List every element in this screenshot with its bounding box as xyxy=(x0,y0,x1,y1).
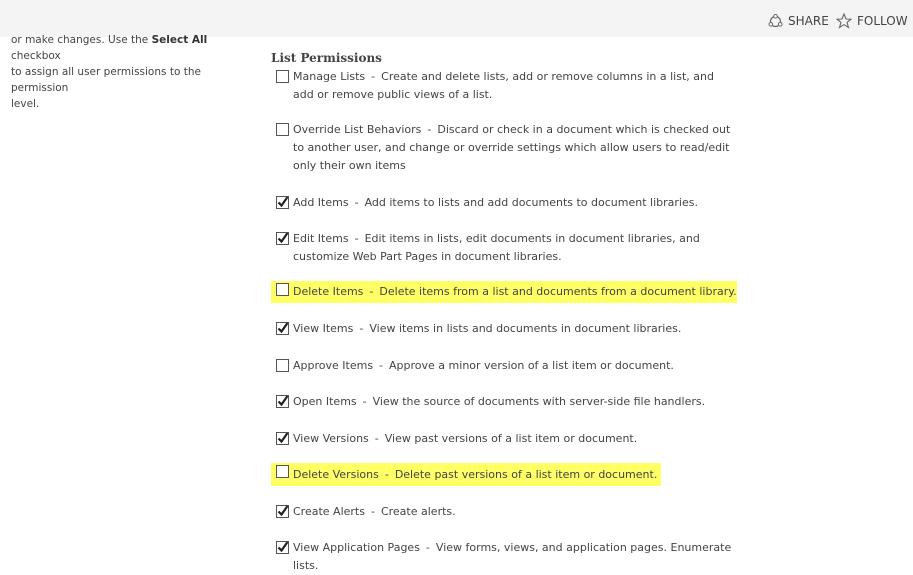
permission-description: View forms, views, and application pages. Enumerate lists. xyxy=(293,541,732,572)
separator: - xyxy=(370,505,375,518)
permission-name[interactable]: Open Items xyxy=(293,395,357,408)
permission-checkbox[interactable] xyxy=(276,283,289,296)
permission-name[interactable]: View Application Pages xyxy=(293,541,420,554)
permission-name[interactable]: Approve Items xyxy=(293,359,374,372)
permission-row xyxy=(271,463,661,486)
permission-checkbox[interactable] xyxy=(276,196,289,209)
description-line-2: to assign all user permissions to the permission xyxy=(11,66,201,94)
permission-name[interactable]: Delete Items xyxy=(293,285,364,298)
permission-name[interactable]: Manage Lists xyxy=(293,70,366,83)
select-all-term: Select All xyxy=(151,34,208,46)
separator: - xyxy=(362,395,367,408)
star-icon xyxy=(836,13,852,29)
permission-description: View past versions of a list item or document. xyxy=(384,432,638,445)
permission-text xyxy=(293,539,737,575)
description-line-1: or make changes. Use the Select All checkbox xyxy=(11,34,208,62)
checkmark-icon xyxy=(276,194,290,209)
permission-text xyxy=(293,393,737,411)
share-button[interactable] xyxy=(768,12,829,30)
checkmark-icon xyxy=(276,230,290,245)
permission-text xyxy=(293,357,737,375)
permission-row xyxy=(271,230,737,266)
permission-description: Delete items from a list and documents from a document library. xyxy=(379,285,737,298)
permission-text xyxy=(293,320,737,338)
checkmark-icon xyxy=(276,393,290,408)
share-label: SHARE xyxy=(788,14,829,28)
separator: - xyxy=(371,70,376,83)
permission-text xyxy=(293,283,737,301)
follow-label: FOLLOW xyxy=(857,14,908,28)
permission-name[interactable]: Override List Behaviors xyxy=(293,123,422,136)
permission-checkbox[interactable] xyxy=(276,322,289,335)
separator: - xyxy=(354,232,359,245)
permission-name[interactable]: View Items xyxy=(293,322,354,335)
permission-row xyxy=(271,430,737,448)
permission-description: Delete past versions of a list item or document. xyxy=(394,468,658,481)
permission-text xyxy=(293,430,737,448)
permission-description: View the source of documents with server-side file handlers. xyxy=(372,395,706,408)
permission-row xyxy=(271,393,737,411)
separator: - xyxy=(425,541,430,554)
checkmark-icon xyxy=(276,539,290,554)
permission-text xyxy=(293,121,737,175)
permission-checkbox[interactable] xyxy=(276,123,289,136)
permission-description: Create alerts. xyxy=(380,505,456,518)
permission-row xyxy=(271,68,737,104)
permission-row xyxy=(271,503,737,521)
separator: - xyxy=(379,359,384,372)
checkmark-icon xyxy=(276,320,290,335)
list-permissions-title: List Permissions xyxy=(271,51,382,65)
permission-checkbox[interactable] xyxy=(276,465,289,478)
permission-description: Edit items in lists, edit documents in document libraries, and customize Web Part Pages in document libraries. xyxy=(293,232,700,263)
permission-text xyxy=(293,466,661,484)
separator: - xyxy=(374,432,379,445)
permission-description: Approve a minor version of a list item or document. xyxy=(389,359,674,372)
checkmark-icon xyxy=(276,503,290,518)
permission-description: View items in lists and documents in document libraries. xyxy=(369,322,682,335)
permission-text xyxy=(293,230,737,266)
separator: - xyxy=(427,123,432,136)
permission-name[interactable]: View Versions xyxy=(293,432,369,445)
permission-checkbox[interactable] xyxy=(276,395,289,408)
checkmark-icon xyxy=(276,430,290,445)
permission-row xyxy=(271,320,737,338)
permission-row xyxy=(271,121,737,175)
permission-row xyxy=(271,281,737,303)
separator: - xyxy=(359,322,364,335)
permission-description: Add items to lists and add documents to document libraries. xyxy=(364,196,698,209)
section-description xyxy=(11,32,249,112)
permission-name[interactable]: Add Items xyxy=(293,196,349,209)
permission-checkbox[interactable] xyxy=(276,505,289,518)
permission-checkbox[interactable] xyxy=(276,432,289,445)
share-icon xyxy=(768,14,783,29)
permission-checkbox[interactable] xyxy=(276,232,289,245)
permission-row xyxy=(271,539,737,575)
permission-name[interactable]: Edit Items xyxy=(293,232,349,245)
permission-checkbox[interactable] xyxy=(276,541,289,554)
permission-description: Create and delete lists, add or remove columns in a list, and add or remove public views of a list. xyxy=(293,70,714,101)
permission-checkbox[interactable] xyxy=(276,359,289,372)
separator: - xyxy=(369,285,374,298)
permission-description: Discard or check in a document which is checked out to another user, and change or override settings which allow users to read/edit only their own items xyxy=(293,123,731,172)
separator: - xyxy=(384,468,389,481)
description-line-3: level. xyxy=(11,98,40,110)
permission-row xyxy=(271,357,737,375)
follow-button[interactable] xyxy=(836,12,908,30)
permission-row xyxy=(271,194,737,212)
permission-text xyxy=(293,194,737,212)
permission-checkbox[interactable] xyxy=(276,70,289,83)
separator: - xyxy=(354,196,359,209)
permission-name[interactable]: Delete Versions xyxy=(293,468,379,481)
permission-text xyxy=(293,503,737,521)
permission-name[interactable]: Create Alerts xyxy=(293,505,365,518)
permission-text xyxy=(293,68,737,104)
